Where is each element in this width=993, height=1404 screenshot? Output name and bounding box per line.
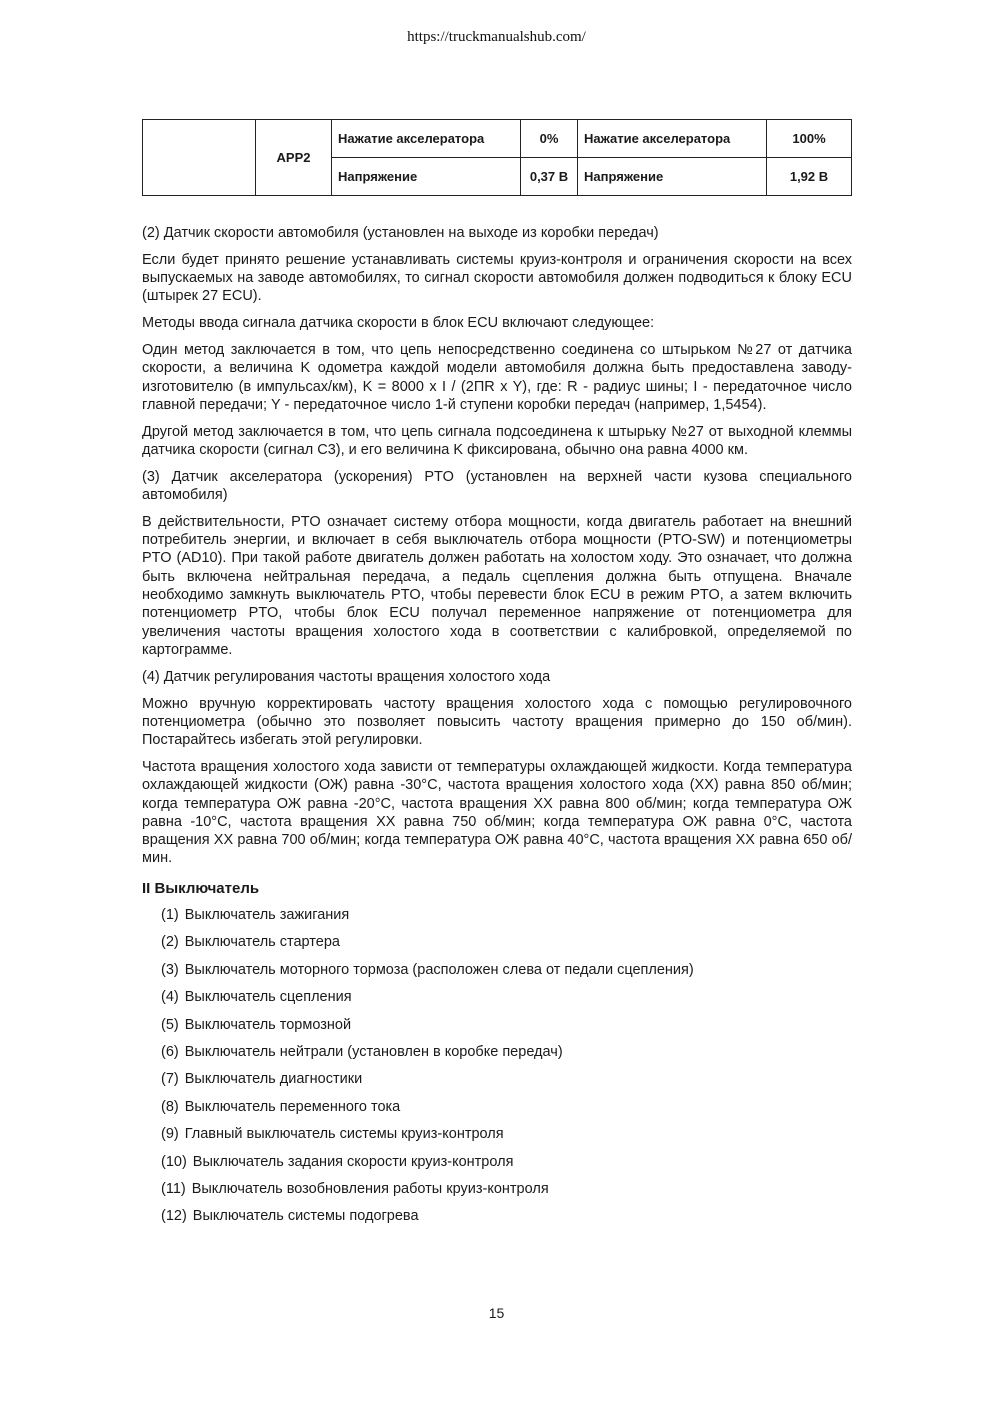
paragraph: Частота вращения холостого хода зависти от температуры охлаждающей жидкости. Когда температура охлаждающей жидкости (ОЖ) равна -30°С, частота вращения холостого хода (ХХ) равна 850 об/мин; когда температура ОЖ равна -20°С, частота вращения ХХ равна 800 об/мин; когда температура ОЖ равна -10°С, частота вращения ХХ равна 750 об/мин; когда температура ОЖ равна 0°С, частота вращения ХХ равна 700 об/мин; когда температура ОЖ равна 40°С, частота вращения ХХ равна 650 об/мин. [142,758,852,867]
table-cell-value: 0,37 В [521,158,578,196]
list-item-number: (5) [161,1016,179,1033]
list-item-number: (11) [161,1180,186,1197]
section-heading: II Выключатель [142,879,260,897]
list-item-number: (8) [161,1098,179,1115]
list-item-text: Выключатель зажигания [184,907,350,923]
paragraph-idle-sensor-heading: (4) Датчик регулирования частоты вращения холостого хода [142,668,551,685]
list-item [161,1180,852,1198]
list-item [161,933,852,951]
list-item [161,961,852,979]
table-cell-label: Напряжение [332,158,521,196]
table-group-label: APP2 [256,120,332,196]
list-item-number: (7) [161,1071,179,1088]
list-item-text: Выключатель стартера [184,934,340,951]
list-item-text: Главный выключатель системы круиз-контроля [184,1126,504,1143]
paragraph: Другой метод заключается в том, что цепь сигнала подсоединена к штырьку №27 от выходной клеммы датчика скорости (сигнал C3), и его величина K фиксирована, обычно она равна 4000 км. [142,423,852,458]
paragraph: В действительности, PTO означает систему отбора мощности, когда двигатель работает на внешний потребитель энергии, и включает в себя выключатель отбора мощности (PTO-SW) и потенциометры PTO (AD10). При такой работе двигатель должен работать на холостом ходу. Это означает, что должна быть включена нейтральная передача, а педаль сцепления должна быть отпущена. Вначале необходимо замкнуть выключатель PTO, чтобы перевести блок ECU в режим PTO, а затем включить потенциометр PTO, чтобы блок ECU получал переменное напряжение от потенциометра для увеличения частоты вращения холостого хода в соответствии с калибровкой, определяемой по картограмме. [142,513,852,658]
list-item [161,906,852,924]
list-item-number: (10) [161,1153,187,1170]
table-cell-value: 0% [521,120,578,158]
list-item-text: Выключатель сцепления [184,989,352,1006]
table-cell-value: 100% [767,120,852,158]
paragraph: Можно вручную корректировать частоту вращения холостого хода с помощью регулировочного потенциометра (обычно это позволяет повысить частоту вращения примерно до 150 об/мин). Постарайтесь избегать этой регулировки. [142,695,852,749]
paragraph: Если будет принято решение устанавливать системы круиз-контроля и ограничения скорости на всех выпускаемых на заводе автомобилях, то сигнал скорости автомобиля должен подводиться к блоку ECU (штырек 27 ECU). [142,251,852,305]
table-cell-empty [143,120,256,196]
list-item-text: Выключатель моторного тормоза (расположен слева от педали сцепления) [184,961,694,978]
list-item-number: (6) [161,1043,179,1060]
list-item [161,1070,852,1088]
list-item-number: (9) [161,1126,179,1143]
paragraph-speed-sensor-heading: (2) Датчик скорости автомобиля (установлен на выходе из коробки передач) [142,225,659,241]
list-item [161,1043,852,1061]
list-item-text: Выключатель задания скорости круиз-контроля [192,1153,514,1170]
list-item [161,988,852,1006]
table-cell-value: 1,92 В [767,158,852,196]
list-item [161,1016,852,1034]
list-item-number: (4) [161,989,179,1006]
list-item-number: (1) [161,907,179,923]
list-item-text: Выключатель тормозной [184,1016,352,1033]
paragraph-pto-sensor-heading: (3) Датчик акселератора (ускорения) PTO (установлен на верхней части кузова специального автомобиля) [142,468,852,504]
list-item-text: Выключатель диагностики [184,1071,363,1088]
list-item-text: Выключатель нейтрали (установлен в коробке передач) [184,1043,563,1060]
switch-list [142,906,852,1226]
paragraph: Методы ввода сигнала датчика скорости в блок ECU включают следующее: [142,315,655,332]
table-row [143,120,852,158]
list-item-number: (2) [161,934,179,951]
list-item [161,1125,852,1143]
list-item-number: (12) [161,1208,187,1225]
table-cell-label: Напряжение [578,158,767,196]
list-item [161,1153,852,1171]
document-body [142,224,852,1235]
list-item-number: (3) [161,961,179,978]
list-item [161,1098,852,1116]
page-number: 15 [488,1305,505,1321]
paragraph: Один метод заключается в том, что цепь непосредственно соединена со штырьком №27 от датчика скорости, а величина K одометра каждой модели автомобиля должна быть предоставлена заводу-изготовителю (в импульсах/км), K = 8000 x I / (2ΠR x Y), где: R - радиус шины; I - передаточное число главной передачи; Y - передаточное число 1-й ступени коробки передач (например, 1,5454). [142,341,852,413]
list-item-text: Выключатель системы подогрева [192,1208,419,1225]
source-url: https://truckmanualshub.com/ [407,29,586,45]
list-item-text: Выключатель переменного тока [184,1098,401,1115]
table-cell-label: Нажатие акселератора [332,120,521,158]
table-cell-label: Нажатие акселератора [578,120,767,158]
list-item-text: Выключатель возобновления работы круиз-контроля [191,1180,549,1197]
sensor-spec-table [142,119,852,196]
list-item [161,1207,852,1225]
